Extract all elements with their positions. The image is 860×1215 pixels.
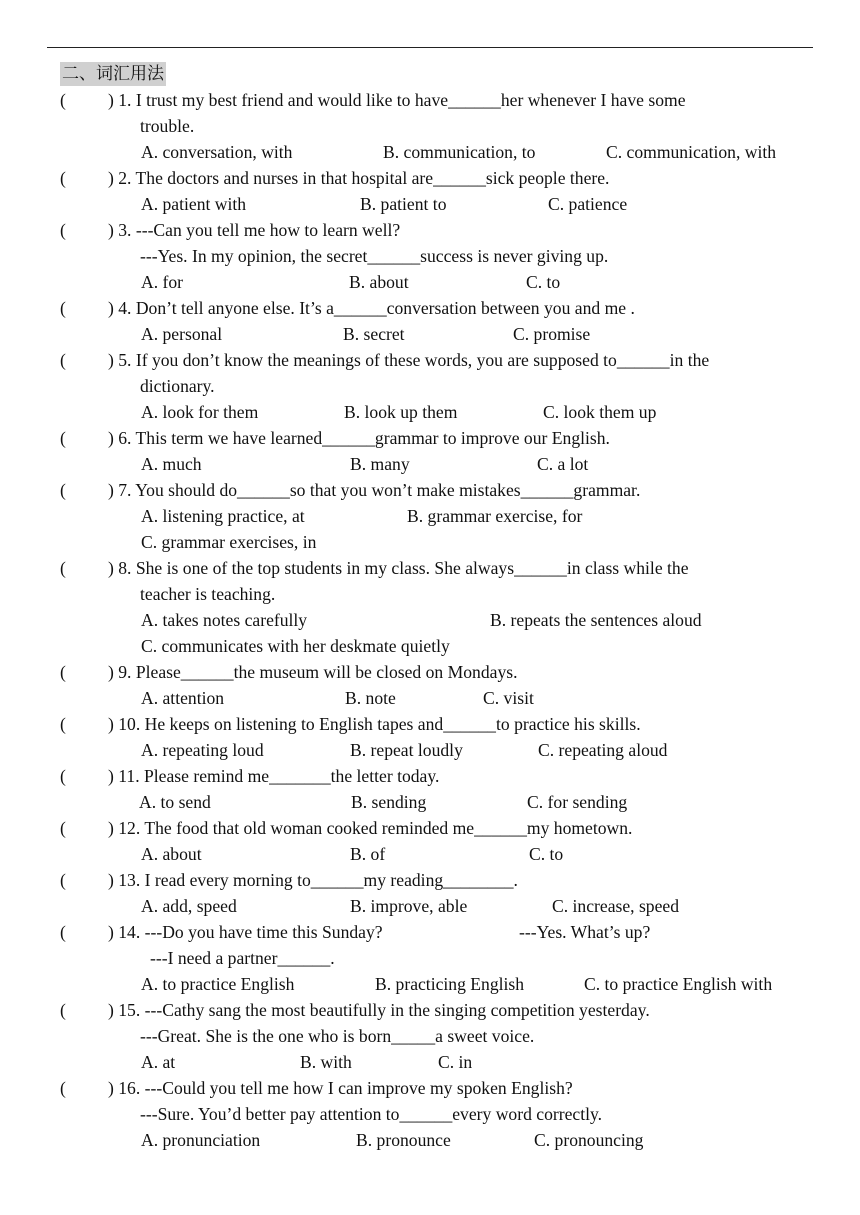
question-continuation: ---Sure. You’d better pay attention to______every word correctly. — [140, 1104, 603, 1124]
question-continuation: trouble. — [140, 116, 195, 136]
question-stem: ) 16. ---Could you tell me how I can improve my spoken English? — [108, 1078, 573, 1098]
question-continuation: ---I need a partner______. — [150, 948, 335, 968]
option-c: C. in — [438, 1052, 473, 1072]
answer-paren[interactable]: ( — [60, 714, 66, 734]
option-a: A. conversation, with — [141, 142, 293, 162]
option-a: A. to send — [139, 792, 211, 812]
option-c: C. pronouncing — [534, 1130, 644, 1150]
option-b: B. with — [300, 1052, 352, 1072]
question-stem: ) 7. You should do______so that you won’t make mistakes______grammar. — [108, 480, 641, 500]
answer-paren[interactable]: ( — [60, 818, 66, 838]
option-a: A. look for them — [141, 402, 259, 422]
answer-paren[interactable]: ( — [60, 766, 66, 786]
answer-paren[interactable]: ( — [60, 220, 66, 240]
option-a: A. pronunciation — [141, 1130, 261, 1150]
option-a: A. add, speed — [141, 896, 237, 916]
section-title: 二、词汇用法 — [62, 64, 164, 84]
option-b: B. patient to — [360, 194, 447, 214]
answer-paren[interactable]: ( — [60, 1078, 66, 1098]
option-c: C. visit — [483, 688, 534, 708]
option-b: B. sending — [351, 792, 427, 812]
answer-paren[interactable]: ( — [60, 922, 66, 942]
top-rule — [47, 47, 813, 48]
option-c: C. to practice English with — [584, 974, 773, 994]
option-a: A. to practice English — [141, 974, 295, 994]
option-b: B. pronounce — [356, 1130, 451, 1150]
question-continuation: ---Yes. In my opinion, the secret______success is never giving up. — [140, 246, 609, 266]
question-stem: ) 1. I trust my best friend and would like to have______her whenever I have some — [108, 90, 686, 110]
answer-paren[interactable]: ( — [60, 480, 66, 500]
answer-paren[interactable]: ( — [60, 298, 66, 318]
option-b: B. grammar exercise, for — [407, 506, 583, 526]
option-a: A. about — [141, 844, 202, 864]
question-stem: ) 9. Please______the museum will be closed on Mondays. — [108, 662, 518, 682]
answer-paren[interactable]: ( — [60, 350, 66, 370]
question-continuation: teacher is teaching. — [140, 584, 276, 604]
option-a: A. at — [141, 1052, 176, 1072]
question-stem: ) 10. He keeps on listening to English tapes and______to practice his skills. — [108, 714, 641, 734]
option-c: C. communication, with — [606, 142, 777, 162]
answer-paren[interactable]: ( — [60, 662, 66, 682]
option-b: B. repeats the sentences aloud — [490, 610, 702, 630]
question-stem: ) 15. ---Cathy sang the most beautifully in the singing competition yesterday. — [108, 1000, 650, 1020]
answer-paren[interactable]: ( — [60, 558, 66, 578]
option-c: C. increase, speed — [552, 896, 680, 916]
option-c: C. promise — [513, 324, 591, 344]
question-stem: ) 13. I read every morning to______my reading________. — [108, 870, 518, 890]
option-a: A. repeating loud — [141, 740, 264, 760]
answer-paren[interactable]: ( — [60, 1000, 66, 1020]
question-stem: ) 14. ---Do you have time this Sunday? — [108, 922, 383, 942]
question-stem: ) 12. The food that old woman cooked reminded me______my hometown. — [108, 818, 633, 838]
option-b: B. about — [349, 272, 409, 292]
option-a: A. much — [141, 454, 202, 474]
option-b: B. improve, able — [350, 896, 468, 916]
option-c: C. patience — [548, 194, 628, 214]
question-stem-right: ---Yes. What’s up? — [519, 922, 651, 942]
option-a: A. listening practice, at — [141, 506, 305, 526]
option-a: A. patient with — [141, 194, 247, 214]
option-b: B. look up them — [344, 402, 458, 422]
option-b: B. repeat loudly — [350, 740, 463, 760]
option-a: A. personal — [141, 324, 223, 344]
option-a: A. for — [141, 272, 184, 292]
option-c: C. communicates with her deskmate quietly — [141, 636, 450, 656]
option-c: C. for sending — [527, 792, 628, 812]
option-c: C. a lot — [537, 454, 589, 474]
question-stem: ) 4. Don’t tell anyone else. It’s a______conversation between you and me . — [108, 298, 635, 318]
option-c: C. repeating aloud — [538, 740, 668, 760]
option-c: C. to — [529, 844, 564, 864]
option-b: B. many — [350, 454, 410, 474]
option-a: A. attention — [141, 688, 225, 708]
option-c: C. to — [526, 272, 561, 292]
answer-paren[interactable]: ( — [60, 90, 66, 110]
option-b: B. of — [350, 844, 386, 864]
answer-paren[interactable]: ( — [60, 168, 66, 188]
answer-paren[interactable]: ( — [60, 870, 66, 890]
question-stem: ) 3. ---Can you tell me how to learn well? — [108, 220, 401, 240]
question-stem: ) 8. She is one of the top students in my class. She always______in class while the — [108, 558, 689, 578]
question-stem: ) 11. Please remind me_______the letter today. — [108, 766, 440, 786]
question-continuation: ---Great. She is the one who is born_____a sweet voice. — [140, 1026, 535, 1046]
option-a: A. takes notes carefully — [141, 610, 308, 630]
option-b: B. practicing English — [375, 974, 525, 994]
option-c: C. grammar exercises, in — [141, 532, 317, 552]
question-stem: ) 2. The doctors and nurses in that hospital are______sick people there. — [108, 168, 610, 188]
option-c: C. look them up — [543, 402, 657, 422]
question-continuation: dictionary. — [140, 376, 215, 396]
option-b: B. note — [345, 688, 396, 708]
option-b: B. communication, to — [383, 142, 536, 162]
question-stem: ) 6. This term we have learned______grammar to improve our English. — [108, 428, 610, 448]
answer-paren[interactable]: ( — [60, 428, 66, 448]
question-stem: ) 5. If you don’t know the meanings of these words, you are supposed to______in the — [108, 350, 710, 370]
option-b: B. secret — [343, 324, 405, 344]
